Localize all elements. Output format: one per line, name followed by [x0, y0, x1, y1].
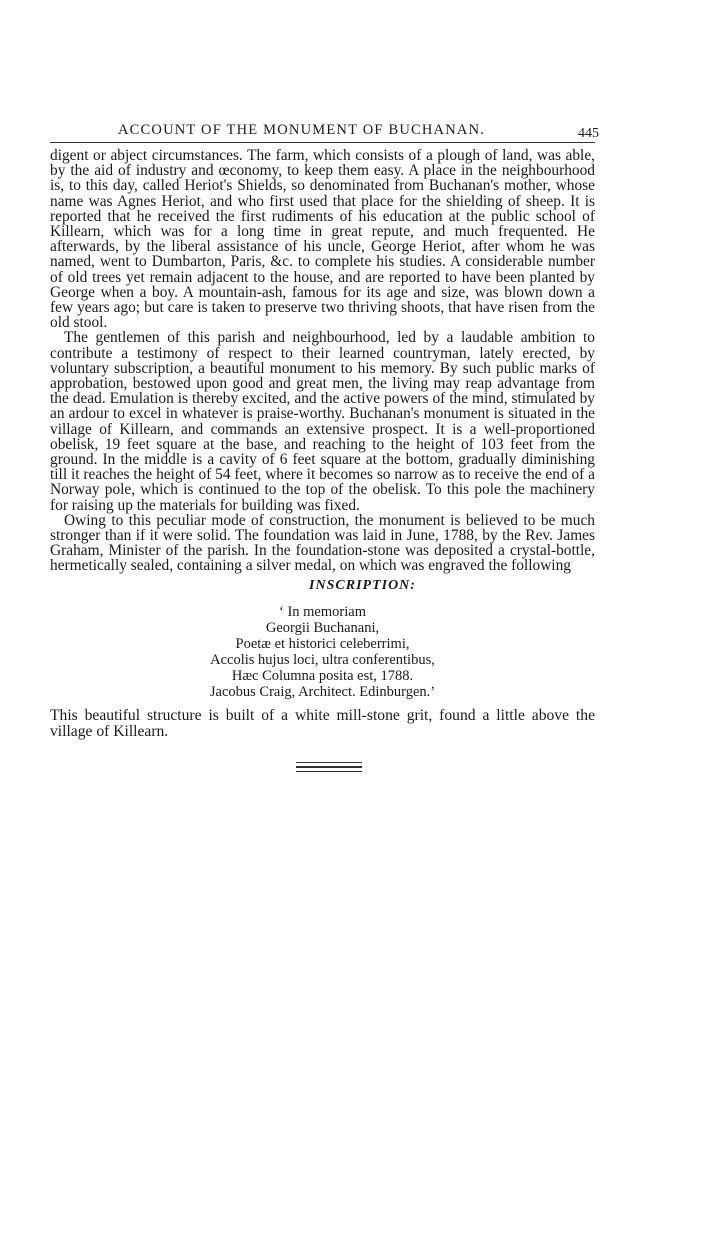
running-title: ACCOUNT OF THE MONUMENT OF BUCHANAN.	[118, 122, 486, 138]
inscription-line: Poetæ et historici celeberrimi,	[235, 635, 410, 652]
section-end-rule	[296, 762, 362, 772]
rule-line	[296, 771, 362, 772]
running-head	[50, 120, 599, 143]
inscription-line: Jacobus Craig, Architect. Edinburgen.’	[209, 683, 436, 700]
rule-line	[296, 766, 362, 768]
paragraph-continuation: digent or abject circumstances. The farm, which consists of a plough of land, was able, by the aid of industry and œconomy, to keep them easy. A place in the neighbourhood is, to this day, called Heriot's Shields, so denominated from Buchanan's mother, whose name was Agnes Heriot, and who first used that place for the shielding of sheep. It is reported that he received the first rudiments of his education at the public school of Killearn, which was for a long time in great repute, and much frequented. He afterwards, by the liberal assistance of his uncle, George Heriot, after whom he was named, went to Dumbarton, Paris, &c. to complete his studies. A considerable number of old trees yet remain adjacent to the house, and are reported to have been planted by George when a boy. A mountain-ash, famous for its age and size, was blown down a few years ago; but care is taken to preserve two thriving shoots, that have risen from the old stool.	[50, 147, 595, 332]
inscription-line: Georgii Buchanani,	[265, 619, 380, 636]
inscription-line: Accolis hujus loci, ultra conferentibus,	[210, 651, 435, 668]
paragraph-monument: The gentlemen of this parish and neighbourhood, led by a laudable ambition to contribute a testimony of respect to their learned countryman, lately erected, by voluntary subscription, a beautiful monument to his memory. By such public marks of approbation, bestowed upon good and great men, the living may reap advantage from the dead. Emulation is thereby excited, and the active powers of the mind, stimulated by an ardour to excel in whatever is praise-worthy. Buchanan's monument is situated in the village of Killearn, and commands an extensive prospect. It is a well-proportioned obelisk, 19 feet square at the base, and reaching to the height of 103 feet from the ground. In the middle is a cavity of 6 feet square at the bottom, gradually diminishing till it reaches the height of 54 feet, where it becomes so narrow as to receive the end of a Norway pole, which is continued to the top of the obelisk. To this pole the machinery for raising up the materials for building was fixed.	[50, 329, 595, 514]
inscription-block	[50, 604, 595, 700]
book-page	[50, 120, 599, 772]
closing-paragraph: This beautiful structure is built of a white mill-stone grit, found a little above the village of Killearn.	[50, 706, 595, 740]
inscription-heading: INSCRIPTION:	[309, 577, 416, 593]
page-number: 445	[578, 126, 599, 141]
inscription-line: Hæc Columna posita est, 1788.	[231, 667, 414, 684]
paragraph-construction: Owing to this peculiar mode of construction, the monument is believed to be much stronger than if it were solid. The foundation was laid in June, 1788, by the Rev. James Graham, Minister of the parish. In the foundation-stone was deposited a crystal-bottle, hermetically sealed, containing a silver medal, on which was engraved the following	[50, 511, 595, 575]
rule-line	[296, 762, 362, 763]
inscription-line: ‘ In memoriam	[279, 603, 366, 620]
body-text	[50, 148, 595, 574]
